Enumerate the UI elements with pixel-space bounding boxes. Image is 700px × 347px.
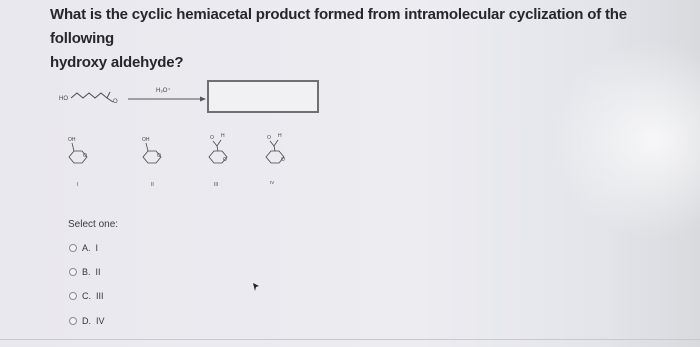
option-d[interactable] bbox=[69, 316, 105, 326]
structure-ii-oh: OH bbox=[142, 137, 150, 143]
option-d-value: IV bbox=[96, 316, 105, 326]
numeral-ii: II bbox=[151, 182, 154, 188]
option-d-letter: D. bbox=[82, 316, 91, 326]
structure-iii-o: O bbox=[210, 135, 214, 141]
option-b[interactable] bbox=[69, 267, 101, 277]
numeral-i: I bbox=[77, 182, 79, 188]
option-b-letter: B. bbox=[82, 267, 91, 277]
option-b-radio[interactable] bbox=[69, 268, 77, 276]
structure-ii bbox=[142, 137, 161, 188]
reagent-label: H₃O⁺ bbox=[156, 88, 171, 94]
question-text bbox=[50, 3, 680, 75]
structure-iv-o: O bbox=[267, 135, 271, 141]
option-a-letter: A. bbox=[82, 243, 91, 253]
option-a-value: I bbox=[95, 243, 99, 253]
structure-iv-h: H bbox=[278, 133, 282, 139]
structure-i-oh: OH bbox=[68, 137, 76, 143]
ring-o-label: O bbox=[157, 153, 161, 159]
candidate-structures bbox=[60, 125, 320, 195]
question-line-1: What is the cyclic hemiacetal product formed from intramolecular cyclization of the following bbox=[50, 6, 627, 47]
ring-o-label: O bbox=[223, 157, 227, 163]
ring-o-label: O bbox=[281, 157, 285, 163]
product-answer-box bbox=[207, 80, 319, 113]
structure-i bbox=[68, 137, 87, 188]
select-one-label: Select one: bbox=[68, 219, 119, 230]
option-d-radio[interactable] bbox=[69, 317, 77, 325]
option-a-radio[interactable] bbox=[69, 244, 77, 252]
arrowhead-icon bbox=[200, 97, 206, 102]
divider bbox=[0, 339, 700, 340]
ring-o-label: O bbox=[83, 153, 87, 159]
option-c-letter: C. bbox=[82, 291, 91, 301]
carbonyl-bond bbox=[107, 92, 110, 98]
option-c[interactable] bbox=[69, 291, 104, 301]
numeral-iv: IV bbox=[270, 180, 275, 185]
cursor-icon bbox=[253, 283, 259, 291]
option-b-value: II bbox=[95, 267, 101, 277]
numeral-iii: III bbox=[214, 182, 219, 188]
aldehyde-o-label: O bbox=[113, 99, 118, 105]
question-line-2: hydroxy aldehyde? bbox=[50, 54, 184, 71]
structure-iii-h: H bbox=[221, 133, 225, 139]
structure-iv bbox=[266, 133, 285, 185]
structure-iii bbox=[209, 133, 227, 188]
option-a[interactable] bbox=[69, 243, 98, 253]
hydroxy-aldehyde-chain bbox=[71, 93, 113, 102]
option-c-radio[interactable] bbox=[69, 292, 77, 300]
option-c-value: III bbox=[96, 291, 104, 301]
ho-label: HO bbox=[59, 96, 68, 102]
